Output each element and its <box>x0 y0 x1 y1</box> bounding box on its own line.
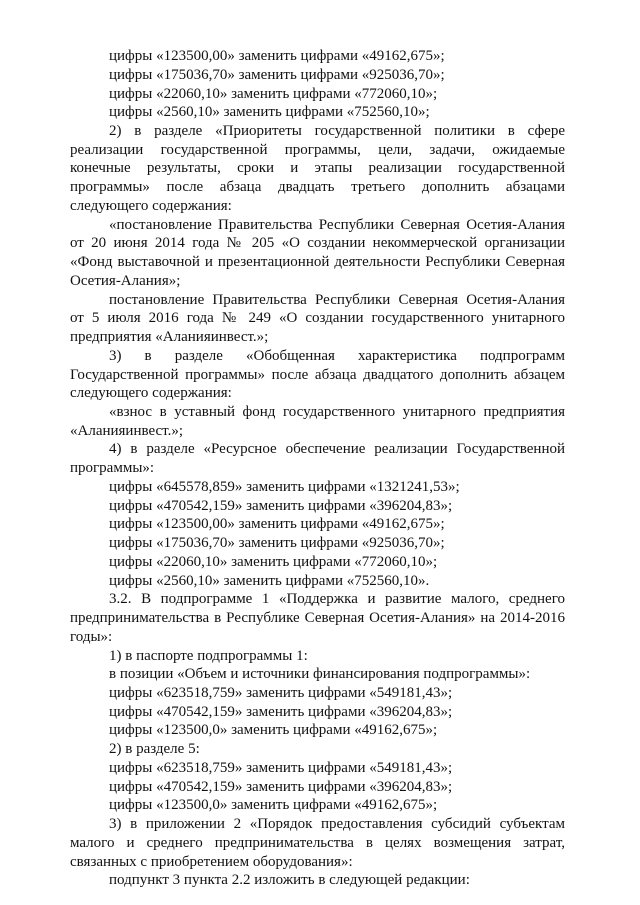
text-line: «Фонд выставочной и презентационной деятельности Республики Северная <box>70 254 565 271</box>
text-line: 3.2. В подпрограмме 1 «Поддержка и развитие малого, среднего <box>109 591 565 608</box>
text-line: цифры «623518,759» заменить цифрами «549181,43»; <box>109 759 453 776</box>
text-line: в позиции «Объем и источники финансирования подпрограммы»: <box>109 666 531 683</box>
text-line: «взнос в уставный фонд государственного унитарного предприятия <box>109 403 565 420</box>
text-line: программы» после абзаца двадцать третьего дополнить абзацами <box>70 179 565 196</box>
text-line: следующего содержания: <box>70 197 232 214</box>
text-line: 2) в разделе «Приоритеты государственной политики в сфере <box>109 122 565 139</box>
text-line: цифры «123500,0» заменить цифрами «49162,675»; <box>109 722 438 739</box>
text-line: предпринимательства в Республике Северная Осетия-Алания» на 2014-2016 <box>70 610 565 626</box>
text-line: Государственной программы» после абзаца двадцатого дополнить абзацем <box>70 366 565 383</box>
text-line: 1) в паспорте подпрограммы 1: <box>109 647 308 664</box>
text-line: цифры «2560,10» заменить цифрами «752560,10». <box>109 572 430 589</box>
text-line: цифры «645578,859» заменить цифрами «1321241,53»; <box>109 478 460 495</box>
text-line: цифры «123500,0» заменить цифрами «49162,675»; <box>109 797 438 814</box>
text-line: цифры «123500,00» заменить цифрами «49162,675»; <box>109 516 445 533</box>
text-line: предприятия «Аланияинвест.»; <box>70 329 269 345</box>
text-line: постановление Правительства Республики Северная Осетия-Алания <box>109 291 565 308</box>
text-line: 3) в разделе «Обобщенная характеристика подпрограмм <box>109 347 565 364</box>
text-line: цифры «22060,10» заменить цифрами «772060,10»; <box>109 553 438 570</box>
text-line: «Аланияинвест.»; <box>70 422 184 439</box>
text-line: конечные результаты, сроки и этапы реализации государственной <box>70 160 565 177</box>
text-line: цифры «2560,10» заменить цифрами «752560,10»; <box>109 104 430 121</box>
text-line: цифры «470542,159» заменить цифрами «396204,83»; <box>109 778 453 795</box>
text-line: Осетия-Алания»; <box>70 272 181 289</box>
text-line: малого и среднего предпринимательства в целях возмещения затрат, <box>70 834 565 851</box>
text-line: реализации государственной программы, цели, задачи, ожидаемые <box>70 141 565 158</box>
text-line: от 20 июня 2014 года № 205 «О создании некоммерческой организации <box>70 235 565 252</box>
text-line: цифры «175036,70» заменить цифрами «925036,70»; <box>109 66 445 83</box>
text-line: годы»: <box>70 628 113 645</box>
text-line: цифры «470542,159» заменить цифрами «396204,83»; <box>109 497 453 514</box>
text-line: программы»: <box>70 460 155 477</box>
text-line: «постановление Правительства Республики Северная Осетия-Алания <box>109 216 565 233</box>
text-line: следующего содержания: <box>70 385 232 402</box>
text-line: связанных с приобретением оборудования»: <box>70 853 353 870</box>
text-line: цифры «22060,10» заменить цифрами «772060,10»; <box>109 85 438 102</box>
text-line: цифры «175036,70» заменить цифрами «925036,70»; <box>109 535 445 552</box>
text-line: цифры «470542,159» заменить цифрами «396204,83»; <box>109 703 453 720</box>
text-line: подпункт 3 пункта 2.2 изложить в следующей редакции: <box>109 872 470 889</box>
text-line: 4) в разделе «Ресурсное обеспечение реализации Государственной <box>109 441 565 458</box>
text-line: 2) в разделе 5: <box>109 741 200 758</box>
text-line: цифры «623518,759» заменить цифрами «549181,43»; <box>109 684 453 701</box>
text-line: от 5 июля 2016 года № 249 «О создании государственного унитарного <box>70 310 565 327</box>
text-line: 3) в приложении 2 «Порядок предоставления субсидий субъектам <box>109 816 565 833</box>
text-line: цифры «123500,00» заменить цифрами «49162,675»; <box>109 48 445 64</box>
